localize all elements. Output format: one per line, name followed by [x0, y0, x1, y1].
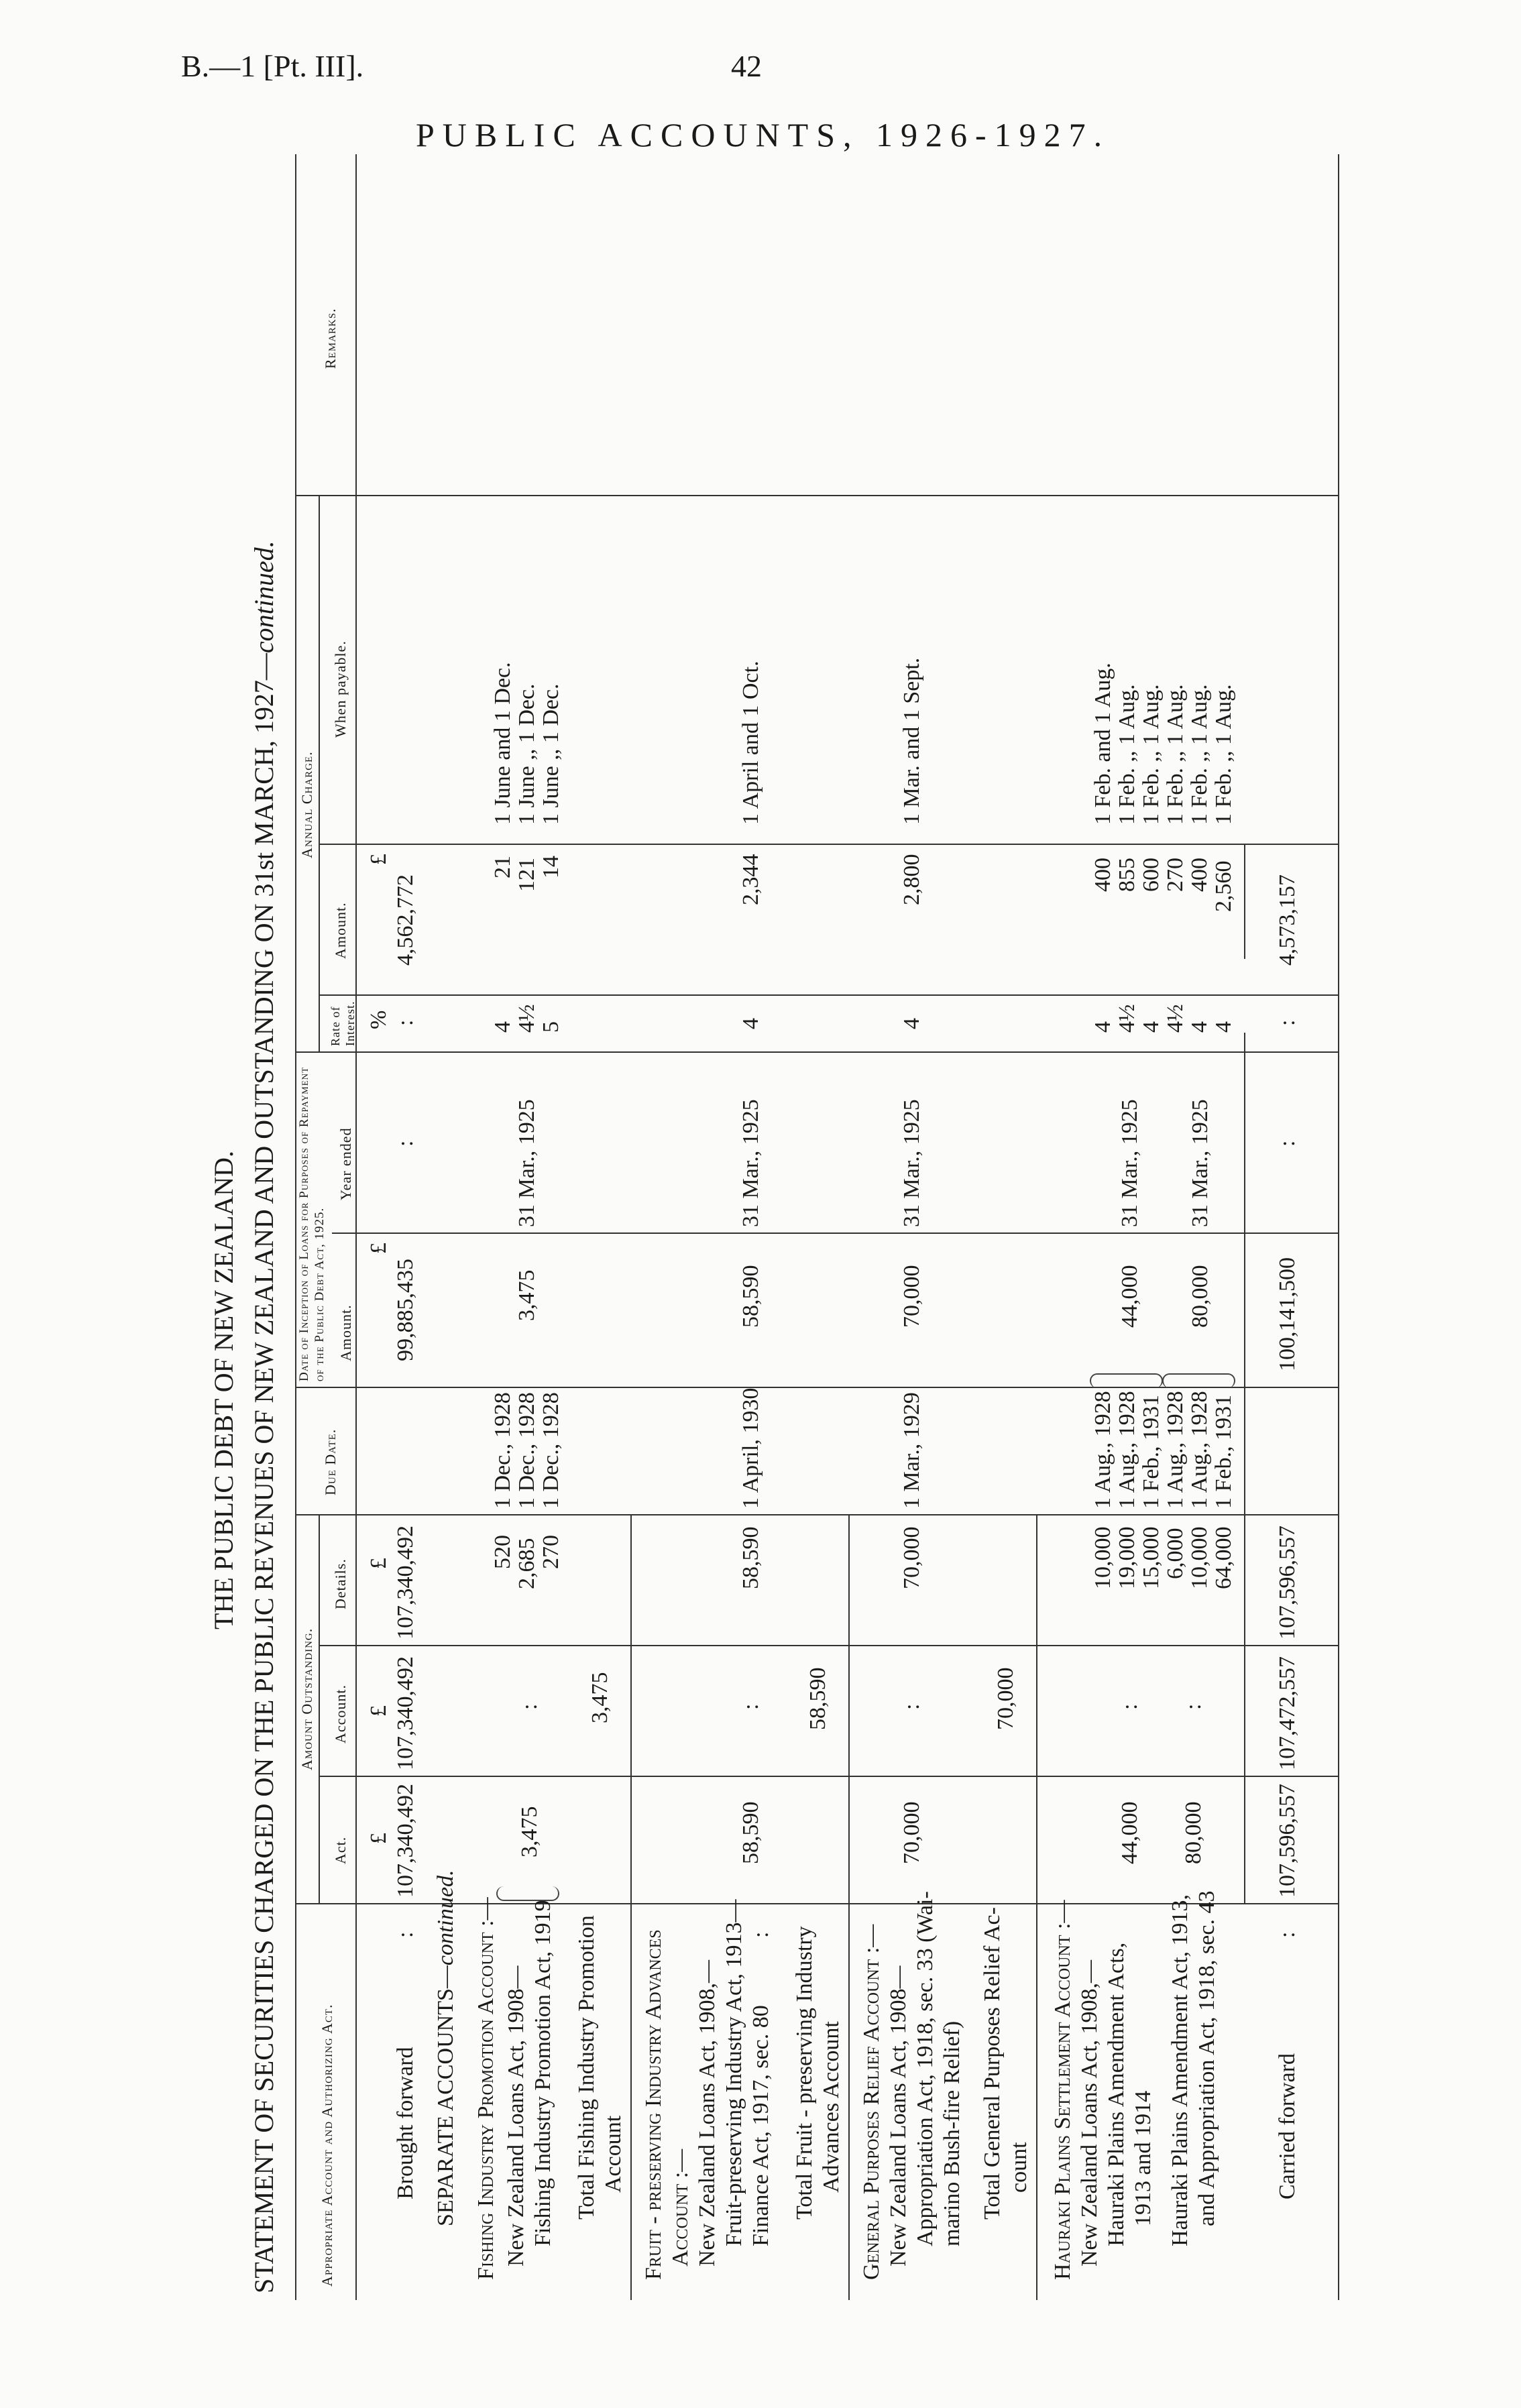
rotated-table	[201, 154, 1341, 2300]
act-header: Act.	[332, 1836, 349, 1864]
hauraki-due-4: 1 Aug., 1928	[1163, 1391, 1188, 1509]
hauraki-when-6: 1 Feb. ,, 1 Aug.	[1211, 684, 1236, 825]
fishing-due-1: 1 Dec., 1928	[490, 1392, 515, 1509]
hauraki-amt-3: 600	[1139, 858, 1164, 892]
hauraki-detail-1: 10,000	[1090, 1526, 1115, 1589]
statement-title: THE PUBLIC DEBT OF NEW ZEALAND.	[209, 1150, 239, 1629]
col-div-act	[319, 1776, 1338, 1777]
bf-year: :	[393, 1140, 418, 1147]
hauraki-inc-amount-1: 44,000	[1117, 1265, 1142, 1328]
separate-accounts-label	[433, 1870, 460, 2226]
hauraki-act2b: and Appropriation Act, 1918, sec. 43	[1194, 1890, 1219, 2226]
col-div-inc	[332, 1232, 1338, 1234]
fishing-due-2: 1 Dec., 1928	[514, 1392, 539, 1509]
hauraki-amt-6: 2,560	[1211, 860, 1236, 912]
fishing-heading: Fishing Industry Promotion Account :—	[473, 1897, 498, 2280]
fishing-rate-3: 5	[539, 1021, 563, 1033]
fishing-detail-1: 520	[490, 1535, 515, 1569]
fishing-detail-2: 2,685	[514, 1538, 539, 1589]
hauraki-account-1: :	[1117, 1703, 1142, 1710]
hauraki-due-6: 1 Feb., 1931	[1211, 1395, 1236, 1509]
hauraki-due-3: 1 Feb., 1931	[1139, 1395, 1164, 1509]
hauraki-detail-6: 64,000	[1211, 1526, 1236, 1589]
annual-totals-rule	[1244, 845, 1245, 959]
general-act-amount: 70,000	[899, 1801, 924, 1864]
hauraki-rate-6: 4	[1211, 1021, 1236, 1033]
cf-amount: 4,573,157	[1275, 874, 1300, 966]
hauraki-when-1: 1 Feb. and 1 Aug.	[1090, 663, 1115, 825]
hauraki-when-3: 1 Feb. ,, 1 Aug.	[1139, 684, 1164, 825]
fishing-account-dots: :	[517, 1703, 542, 1710]
hauraki-year-2: 31 Mar., 1925	[1188, 1099, 1213, 1227]
pound-details: £	[366, 1558, 391, 1569]
hauraki-rate-5: 4	[1187, 1021, 1212, 1033]
general-account-dots: :	[899, 1703, 924, 1710]
col-div-2	[295, 1514, 1338, 1515]
hauraki-rate-1: 4	[1090, 1021, 1115, 1033]
general-year: 31 Mar., 1925	[899, 1099, 924, 1227]
fishing-act1: New Zealand Loans Act, 1908—	[504, 1965, 528, 2267]
annual-amount-header: Amount.	[332, 902, 349, 959]
when-payable-header: When payable.	[332, 640, 349, 738]
bf-inc-amount: 99,885,435	[393, 1259, 418, 1361]
fishing-amt-3: 14	[539, 856, 563, 878]
account-header: Account.	[332, 1684, 349, 1743]
pound-account: £	[366, 1705, 391, 1717]
carried-forward-dots: :	[1275, 1931, 1300, 1938]
hauraki-act-amount-1: 44,000	[1117, 1801, 1142, 1864]
general-total-account: 70,000	[993, 1667, 1018, 1730]
fruit-heading-1: Fruit - preserving Industry Advances	[641, 1929, 666, 2280]
subtitle-cont: continued.	[249, 540, 279, 654]
pound-inc: £	[366, 1243, 391, 1254]
bf-rate: :	[393, 1019, 418, 1026]
general-rule	[1036, 1515, 1037, 2300]
fruit-act3: Finance Act, 1917, sec. 80	[748, 2005, 773, 2246]
rule-header	[355, 154, 357, 2300]
fishing-year: 31 Mar., 1925	[514, 1099, 539, 1227]
amount-outstanding-rule	[319, 1515, 320, 1904]
fruit-rule	[848, 1515, 850, 2300]
general-act3: marino Bush-fire Relief)	[940, 2020, 964, 2246]
hauraki-when-2: 1 Feb. ,, 1 Aug.	[1115, 684, 1139, 825]
hauraki-year-1: 31 Mar., 1925	[1117, 1099, 1142, 1227]
hauraki-rate-3: 4	[1139, 1021, 1164, 1033]
fishing-amt-2: 121	[514, 858, 539, 892]
hauraki-detail-2: 19,000	[1115, 1526, 1139, 1589]
fishing-total-account: 3,475	[587, 1672, 612, 1723]
hauraki-amt-1: 400	[1090, 858, 1115, 892]
hauraki-act1a: Hauraki Plains Amendment Acts,	[1104, 1942, 1129, 2246]
fruit-total-1: Total Fruit - preserving Industry	[792, 1926, 817, 2220]
col-div-4	[295, 1051, 1338, 1053]
hauraki-rate-2: 4½	[1115, 1004, 1139, 1033]
hauraki-due-5: 1 Aug., 1928	[1187, 1391, 1212, 1509]
hauraki-amt-2: 855	[1115, 858, 1139, 892]
general-annual-amount: 2,800	[899, 854, 924, 905]
year-ended-header: Year ended	[337, 1127, 354, 1200]
statement-subtitle	[248, 540, 280, 2293]
cf-inc-amount: 100,141,500	[1275, 1257, 1300, 1371]
general-inc-amount: 70,000	[899, 1265, 924, 1328]
hauraki-due-1: 1 Aug., 1928	[1090, 1391, 1115, 1509]
hauraki-rate-4: 4½	[1163, 1004, 1188, 1033]
fruit-annual-amount: 2,344	[738, 854, 763, 905]
hauraki-amt-4: 270	[1163, 858, 1188, 892]
general-heading: General Purposes Relief Account :—	[859, 1924, 884, 2280]
fruit-year: 31 Mar., 1925	[738, 1099, 763, 1227]
hauraki-detail-3: 15,000	[1139, 1526, 1164, 1589]
annual-charge-header: Annual Charge.	[298, 751, 315, 858]
general-when: 1 Mar. and 1 Sept.	[899, 657, 924, 825]
general-total-1: Total General Purposes Relief Ac-	[980, 1907, 1005, 2220]
hauraki-due-2: 1 Aug., 1928	[1115, 1391, 1139, 1509]
inception-header: Date of Inception of Loans for Purposes of Repayment of the Public Debt Act, 1925.	[297, 1066, 327, 1381]
fishing-when-1: 1 June and 1 Dec.	[490, 662, 515, 825]
fruit-dots: :	[748, 1931, 773, 1938]
fruit-act-amount: 58,590	[738, 1801, 763, 1864]
cf-rate: :	[1275, 1019, 1300, 1026]
general-rate: 4	[899, 1018, 924, 1029]
general-act1: New Zealand Loans Act, 1908—	[886, 1965, 911, 2267]
fishing-due-3: 1 Dec., 1928	[539, 1392, 563, 1509]
fishing-total-2: Account	[601, 2115, 626, 2193]
annual-charge-rule	[319, 496, 320, 1053]
fruit-act2: Fruit-preserving Industry Act, 1913—	[722, 1899, 746, 2246]
hauraki-when-4: 1 Feb. ,, 1 Aug.	[1163, 684, 1188, 825]
fishing-total-1: Total Fishing Industry Promotion	[574, 1915, 599, 2220]
brace-hauraki-2	[1162, 1373, 1235, 1388]
remarks-header: Remarks.	[322, 308, 339, 369]
bf-amount: 4,562,772	[393, 874, 418, 966]
pound-act: £	[366, 1833, 391, 1844]
col-account-header: Appropriate Account and Authorizing Act.	[319, 2004, 335, 2287]
fishing-amt-1: 21	[490, 856, 515, 878]
fruit-act1: New Zealand Loans Act, 1908,—	[695, 1960, 720, 2267]
totals-rule	[1244, 1033, 1245, 1904]
page-header-code: B.—1 [Pt. III].	[181, 49, 364, 83]
fishing-inc-amount: 3,475	[514, 1269, 539, 1321]
hauraki-detail-4: 6,000	[1163, 1528, 1188, 1579]
amount-outstanding-header: Amount Outstanding.	[298, 1627, 315, 1770]
rule-top	[295, 154, 296, 2300]
fruit-total-account: 58,590	[805, 1667, 830, 1730]
fruit-heading-2: Account :—	[668, 2148, 693, 2267]
fruit-due: 1 April, 1930	[738, 1387, 763, 1509]
hauraki-heading: Hauraki Plains Settlement Account :—	[1050, 1900, 1075, 2280]
cf-account: 107,472,557	[1275, 1656, 1300, 1770]
page-title: PUBLIC ACCOUNTS, 1926-1927.	[416, 116, 1111, 154]
due-date-header: Due Date.	[322, 1428, 339, 1495]
col-div-acamt	[319, 844, 1338, 845]
fishing-rule	[630, 1515, 632, 2300]
fruit-inc-amount: 58,590	[738, 1265, 763, 1328]
rate-header: Rate of Interest.	[329, 1000, 357, 1046]
general-total-2: count	[1007, 2142, 1031, 2193]
carried-forward-label: Carried forward	[1275, 2053, 1300, 2199]
rule-bottom	[1338, 154, 1339, 2300]
general-due: 1 Mar., 1929	[899, 1392, 924, 1509]
general-details: 70,000	[899, 1526, 924, 1589]
cf-act: 107,596,557	[1275, 1784, 1300, 1898]
hauraki-act-amount-2: 80,000	[1181, 1801, 1206, 1864]
separate-accounts-text: SEPARATE ACCOUNTS—	[433, 1965, 458, 2226]
fishing-rate-1: 4	[490, 1021, 515, 1033]
fruit-account-dots: :	[738, 1703, 763, 1710]
page-number: 42	[731, 49, 762, 83]
brace-fishing	[496, 1886, 559, 1901]
fruit-total-2: Advances Account	[819, 2021, 844, 2193]
brace-hauraki-1	[1090, 1373, 1163, 1388]
fishing-rate-2: 4½	[514, 1004, 539, 1033]
cf-year: :	[1275, 1140, 1300, 1147]
cf-details: 107,596,557	[1275, 1526, 1300, 1640]
fishing-act-amount: 3,475	[517, 1806, 542, 1857]
hauraki-account-2: :	[1181, 1703, 1206, 1710]
general-act2: Appropriation Act, 1918, sec. 33 (Wai-	[913, 1891, 938, 2246]
hauraki-detail-5: 10,000	[1187, 1526, 1212, 1589]
bf-account: 107,340,492	[393, 1656, 418, 1770]
col-div-accountcol	[319, 1645, 1338, 1646]
hauraki-act0: New Zealand Loans Act, 1908,—	[1077, 1960, 1102, 2267]
hauraki-when-5: 1 Feb. ,, 1 Aug.	[1187, 684, 1212, 825]
fruit-when: 1 April and 1 Oct.	[738, 661, 763, 825]
pound-annual: £	[366, 854, 391, 865]
fishing-act2: Fishing Industry Promotion Act, 1919	[530, 1900, 555, 2246]
fruit-details: 58,590	[738, 1526, 763, 1589]
brought-forward-dots: :	[393, 1931, 418, 1938]
details-header: Details.	[332, 1558, 349, 1609]
brought-forward-label: Brought forward	[393, 2047, 418, 2199]
fishing-when-2: 1 June ,, 1 Dec.	[514, 683, 539, 825]
separate-accounts-cont: continued.	[433, 1870, 458, 1966]
fishing-when-3: 1 June ,, 1 Dec.	[539, 683, 563, 825]
fishing-detail-3: 270	[539, 1535, 563, 1569]
subtitle-main: STATEMENT OF SECURITIES CHARGED ON THE PUBLIC REVENUES OF NEW ZEALAND AND OUTSTANDING ON 31st MARCH, 1927—	[249, 653, 279, 2293]
col-div-5	[295, 495, 1338, 496]
hauraki-inc-amount-2: 80,000	[1188, 1265, 1213, 1328]
inception-amount-header: Amount.	[337, 1304, 354, 1361]
fruit-rate: 4	[738, 1018, 763, 1029]
hauraki-act2a: Hauraki Plains Amendment Act, 1913,	[1168, 1894, 1192, 2246]
hauraki-amt-5: 400	[1187, 858, 1212, 892]
col-div-rate	[319, 994, 1338, 996]
bf-act: 107,340,492	[393, 1784, 418, 1898]
hauraki-act1b: 1913 and 1914	[1131, 2090, 1156, 2226]
bf-details: 107,340,492	[393, 1526, 418, 1640]
percent-rate: %	[366, 1010, 391, 1029]
